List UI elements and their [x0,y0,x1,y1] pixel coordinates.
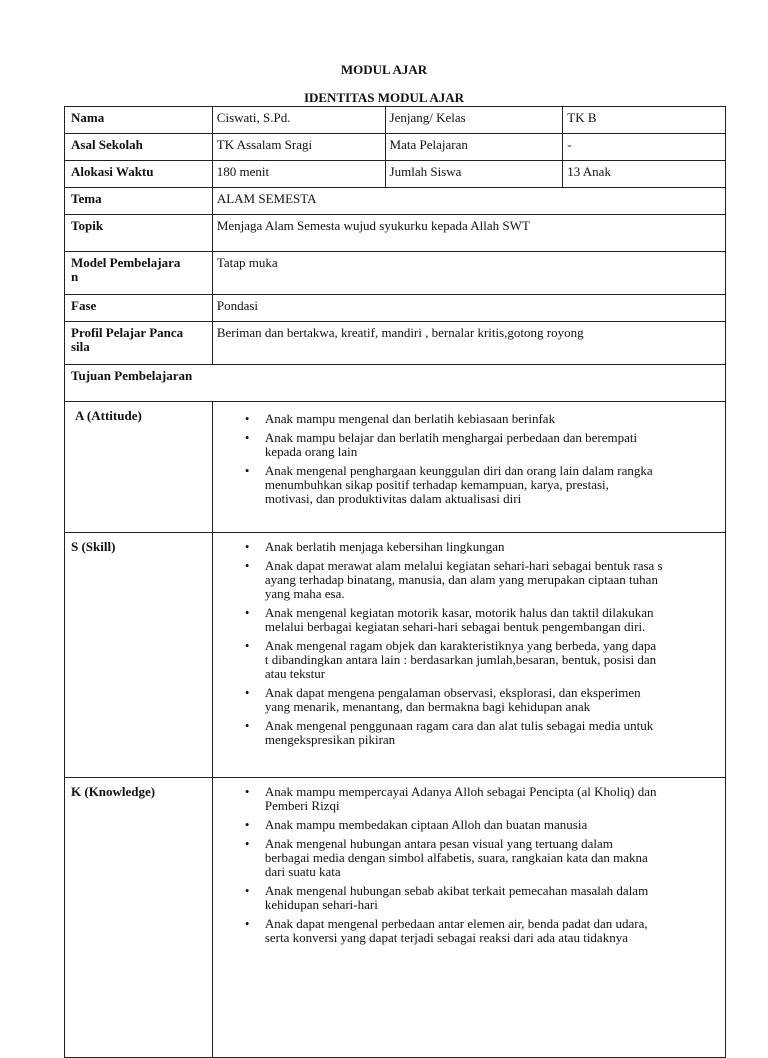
jenjang-value: TK B [563,107,726,134]
attitude-item-line: motivasi, dan produktivitas dalam aktualisasi diri [264,491,522,506]
jenjang-label: Jenjang/ Kelas [385,107,563,134]
model-label-line-2: n [71,269,79,284]
knowledge-item-line: • Anak mengenal hubungan antara pesan visual yang tertuang dalam [264,836,613,851]
attitude-item-line: menumbuhkan sikap positif terhadap kemampuan, karya, prestasi, [264,477,609,492]
document-subtitle: IDENTITAS MODUL AJAR [303,90,465,105]
knowledge-item [217,785,721,813]
skill-item [217,606,721,634]
knowledge-item-line: • Anak mampu mempercayai Adanya Alloh sebagai Pencipta (al Kholiq) dan [264,784,657,799]
profil-value: Beriman dan bertakwa, kreatif, mandiri , bernalar kritis,gotong royong [212,322,725,365]
waktu-value: 180 menit [212,161,385,188]
sekolah-value: TK Assalam Sragi [212,134,385,161]
skill-item-line: yang maha esa. [264,586,345,601]
table-row [65,402,726,533]
skill-item-line: yang menarik, menantang, dan bermakna bagi kehidupan anak [264,699,591,714]
knowledge-item [217,818,721,832]
attitude-item [217,412,721,426]
skill-item-line: • Anak mengenal kegiatan motorik kasar, motorik halus dan taktil dilakukan [264,605,654,620]
document-title: MODUL AJAR [340,62,428,77]
siswa-label: Jumlah Siswa [385,161,563,188]
table-row [65,134,726,161]
skill-item-line: ayang terhadap binatang, manusia, dan alam yang merupakan ciptaan tuhan [264,572,658,587]
skill-item [217,719,721,747]
skill-item-line: t dibandingkan antara lain : berdasarkan jumlah,besaran, bentuk, posisi dan [264,652,657,667]
waktu-label: Alokasi Waktu [65,161,213,188]
skill-item-line: • Anak mengenal penggunaan ragam cara dan alat tulis sebagai media untuk [264,718,654,733]
skill-label: S (Skill) [65,533,213,778]
knowledge-item-line: • Anak mampu membedakan ciptaan Alloh dan buatan manusia [264,817,588,832]
model-label-line-1: Model Pembelajara [71,255,181,270]
skill-item-line: • Anak dapat merawat alam melalui kegiatan sehari-hari sebagai bentuk rasa s [264,558,663,573]
fase-value: Pondasi [212,295,725,322]
table-row [65,107,726,134]
knowledge-item-line: Pemberi Rizqi [264,798,340,813]
tema-value: ALAM SEMESTA [212,188,725,215]
table-row [65,295,726,322]
skill-item [217,639,721,681]
attitude-label: A (Attitude) [65,402,213,533]
model-label [65,252,213,295]
profil-label-line-2: sila [71,339,90,354]
attitude-item-line: • Anak mampu belajar dan berlatih menghargai perbedaan dan berempati [264,430,638,445]
knowledge-label: K (Knowledge) [65,778,213,1058]
knowledge-item [217,837,721,879]
knowledge-item-line: serta konversi yang dapat terjadi sebagai reaksi dari ada atau tidaknya [264,930,628,945]
attitude-list [217,412,721,506]
nama-label: Nama [65,107,213,134]
knowledge-item-line: kehidupan sehari-hari [264,897,378,912]
mapel-label: Mata Pelajaran [385,134,563,161]
table-row [65,365,726,402]
table-row [65,161,726,188]
table-row [65,188,726,215]
nama-value: Ciswati, S.Pd. [212,107,385,134]
knowledge-item-line: berbagai media dengan simbol alfabetis, suara, rangkaian kata dan makna [264,850,648,865]
skill-item [217,686,721,714]
table-row [65,322,726,365]
identity-table [64,106,726,188]
skill-cell [212,533,725,778]
knowledge-list [217,785,721,945]
skill-item-line: mengekspresikan pikiran [264,732,396,747]
attitude-cell [212,402,725,533]
skill-item [217,559,721,601]
skill-item-line: atau tekstur [264,666,326,681]
table-row [65,215,726,252]
attitude-item [217,464,721,506]
knowledge-item [217,884,721,912]
sekolah-label: Asal Sekolah [65,134,213,161]
skill-item-line: melalui berbagai kegiatan sehari-hari sebagai bentuk pengembangan diri. [264,619,646,634]
attitude-item [217,431,721,459]
mapel-value: - [563,134,726,161]
table-row [65,533,726,778]
profil-label-line-1: Profil Pelajar Panca [71,325,184,340]
skill-item-line: • Anak berlatih menjaga kebersihan lingkungan [264,539,505,554]
profil-label [65,322,213,365]
knowledge-item-line: • Anak mengenal hubungan sebab akibat terkait pemecahan masalah dalam [264,883,649,898]
skill-item [217,540,721,554]
attitude-item-line: kepada orang lain [264,444,358,459]
model-value: Tatap muka [212,252,725,295]
tema-label: Tema [65,188,213,215]
knowledge-item-line: • Anak dapat mengenal perbedaan antar elemen air, benda padat dan udara, [264,916,648,931]
knowledge-cell [212,778,725,1058]
attitude-item-line: • Anak mampu mengenal dan berlatih kebiasaan berinfak [264,411,556,426]
knowledge-item [217,917,721,945]
fase-label: Fase [65,295,213,322]
table-row [65,778,726,1058]
knowledge-item-line: dari suatu kata [264,864,341,879]
table-row [65,252,726,295]
siswa-value: 13 Anak [563,161,726,188]
tujuan-label: Tujuan Pembelajaran [65,365,726,402]
skill-list [217,540,721,747]
details-table [64,187,726,1058]
topik-value: Menjaga Alam Semesta wujud syukurku kepada Allah SWT [212,215,725,252]
skill-item-line: • Anak mengenal ragam objek dan karakteristiknya yang berbeda, yang dapa [264,638,657,653]
attitude-item-line: • Anak mengenal penghargaan keunggulan diri dan orang lain dalam rangka [264,463,653,478]
skill-item-line: • Anak dapat mengena pengalaman observasi, eksplorasi, dan eksperimen [264,685,641,700]
topik-label: Topik [65,215,213,252]
